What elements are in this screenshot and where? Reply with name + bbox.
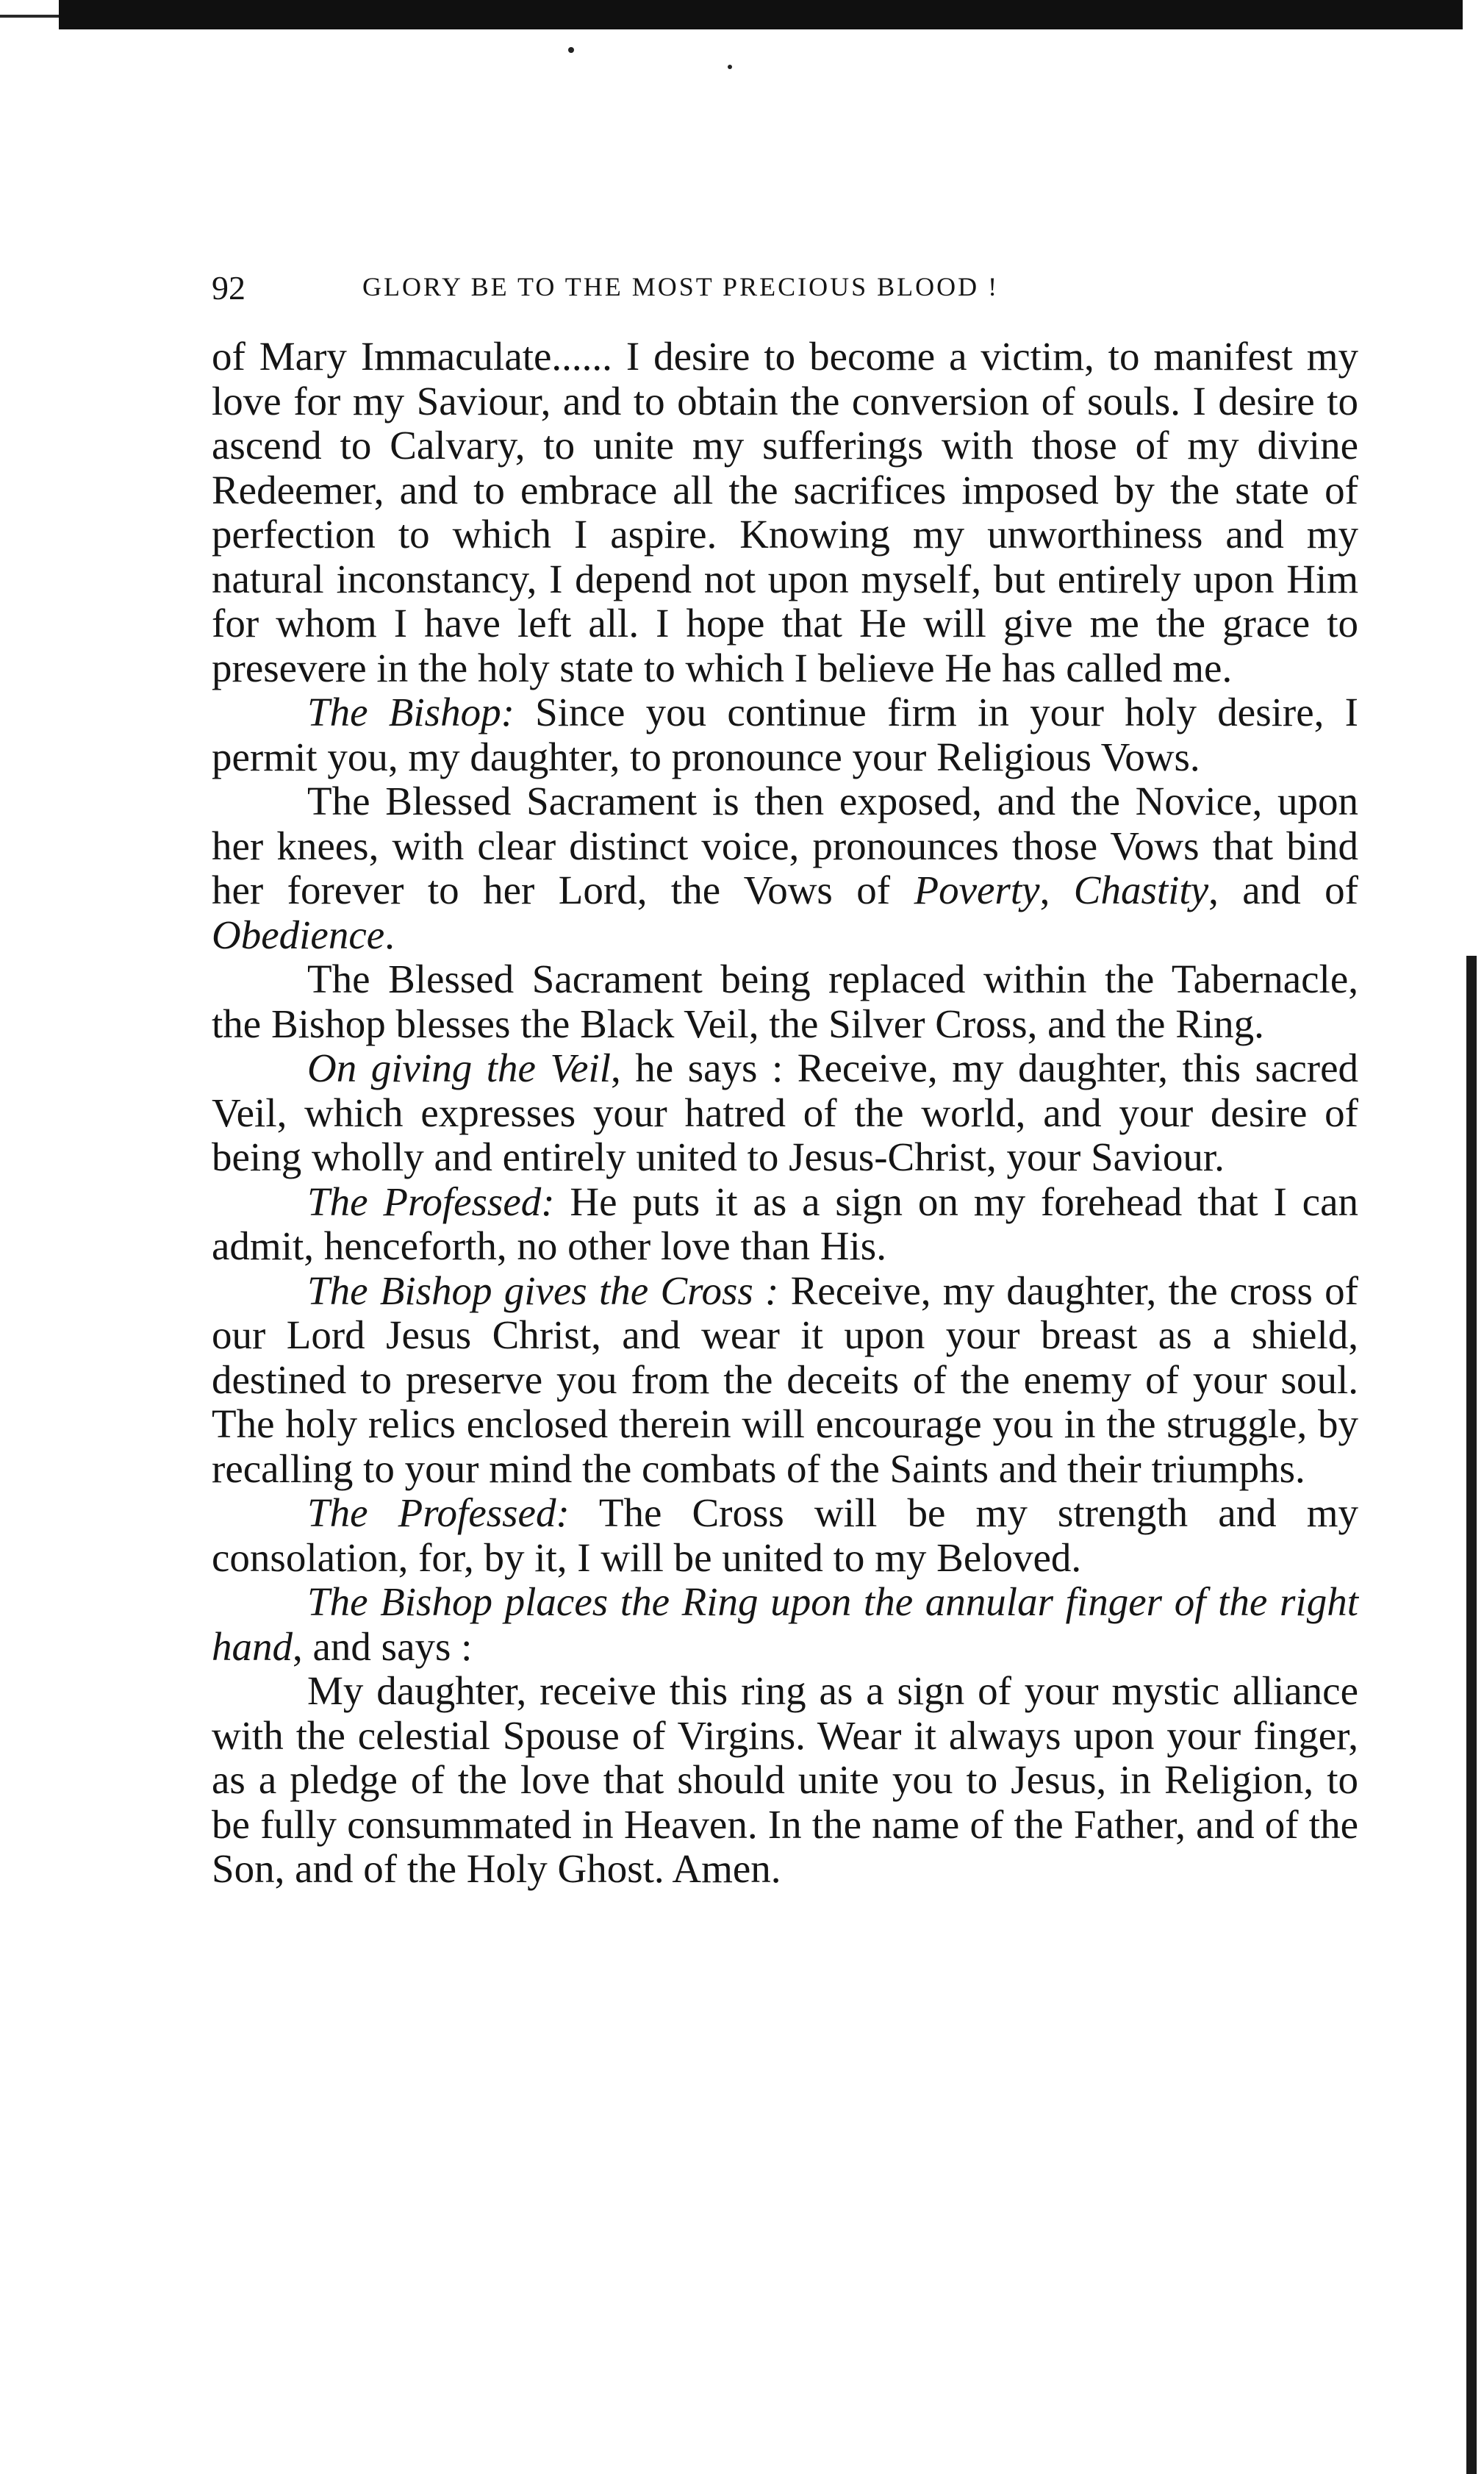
page-number: 92 (212, 269, 245, 307)
paragraph (212, 1269, 1358, 1492)
running-title: GLORY BE TO THE MOST PRECIOUS BLOOD ! (362, 272, 1000, 301)
paragraph (212, 690, 1358, 779)
scan-right-edge (1466, 956, 1477, 2474)
rubric-label: The Bishop places the Ring upon the annular finger of the right hand (212, 1579, 1358, 1669)
rubric-label: The Bishop gives the Cross : (307, 1268, 779, 1313)
page-header (212, 268, 1189, 312)
paragraph-text: , and of (1208, 868, 1358, 912)
rubric-label: On giving the Veil (307, 1045, 611, 1090)
vow-obedience: Obedience (212, 912, 385, 957)
paragraph (212, 1180, 1358, 1269)
paragraph-text: Since you continue firm in your holy desire, I permit you, my daughter, to pronounce your Religious Vows. (212, 690, 1358, 779)
paragraph-text: , and says : (293, 1623, 473, 1669)
vow-chastity: Chastity (1073, 868, 1209, 912)
paragraph-text: , (1039, 868, 1074, 912)
paragraph (212, 1046, 1358, 1180)
vow-poverty: Poverty (914, 868, 1040, 912)
paragraph-text: He puts it as a sign on my forehead that I can admit, henceforth, no other love than His. (212, 1179, 1359, 1268)
speaker-label: The Professed: (307, 1490, 570, 1535)
paragraph (212, 779, 1358, 957)
paragraph (212, 957, 1358, 1046)
speaker-label: The Bishop: (307, 690, 515, 734)
paragraph (212, 335, 1358, 690)
paragraph-text: The Cross will be my strength and my consolation, for, by it, I will be united to my Beloved. (212, 1490, 1358, 1580)
scan-speck (568, 47, 574, 53)
paragraph-text: . (384, 912, 395, 957)
paragraph-text: The Blessed Sacrament is then exposed, and the Novice, upon her knees, with clear distinct voice, pronounces those Vows that bind her forever to her Lord, the Vows of (212, 779, 1358, 912)
scan-speck (728, 65, 732, 69)
page-body (212, 335, 1358, 1892)
paragraph-text: The Blessed Sacrament being replaced within the Tabernacle, the Bishop blesses the Black Veil, the Silver Cross, and the Ring. (212, 957, 1358, 1046)
paragraph (212, 1669, 1358, 1892)
paragraph (212, 1491, 1358, 1580)
top-scan-edge (59, 0, 1463, 29)
speaker-label: The Professed: (307, 1179, 555, 1224)
paragraph-text: My daughter, receive this ring as a sign of your mystic alliance with the celestial Spouse of Virgins. Wear it always upon your finger, as a pledge of the love that should unite you to Jesus, in Religion, to be fully consummated in Heaven. In the name of the Father, and of the Son, and of the Holy Ghost. Amen. (212, 1668, 1358, 1891)
paragraph-text: of Mary Immaculate...... I desire to become a victim, to manifest my love for my Saviour, and to obtain the conversion of souls. I desire to ascend to Calvary, to unite my sufferings with those of my divine Redeemer, and to embrace all the sacrifices imposed by the state of perfection to which I aspire. Knowing my unworthiness and my natural inconstancy, I depend not upon myself, but entirely upon Him for whom I have left all. I hope that He will give me the grace to presevere in the holy state to which I believe He has called me. (212, 334, 1358, 690)
paragraph (212, 1580, 1358, 1669)
paragraph-text: Receive, my daughter, the cross of our Lord Jesus Christ, and wear it upon your breast as a shield, destined to preserve you from the deceits of the enemy of your soul. The holy relics enclosed therein will encourage you in the struggle, by recalling to your mind the combats of the Saints and their triumphs. (212, 1268, 1358, 1491)
paragraph-text: , he says : Receive, my daughter, this sacred Veil, which expresses your hatred of the world, and your desire of being wholly and entirely united to Jesus-Christ, your Saviour. (212, 1045, 1358, 1179)
